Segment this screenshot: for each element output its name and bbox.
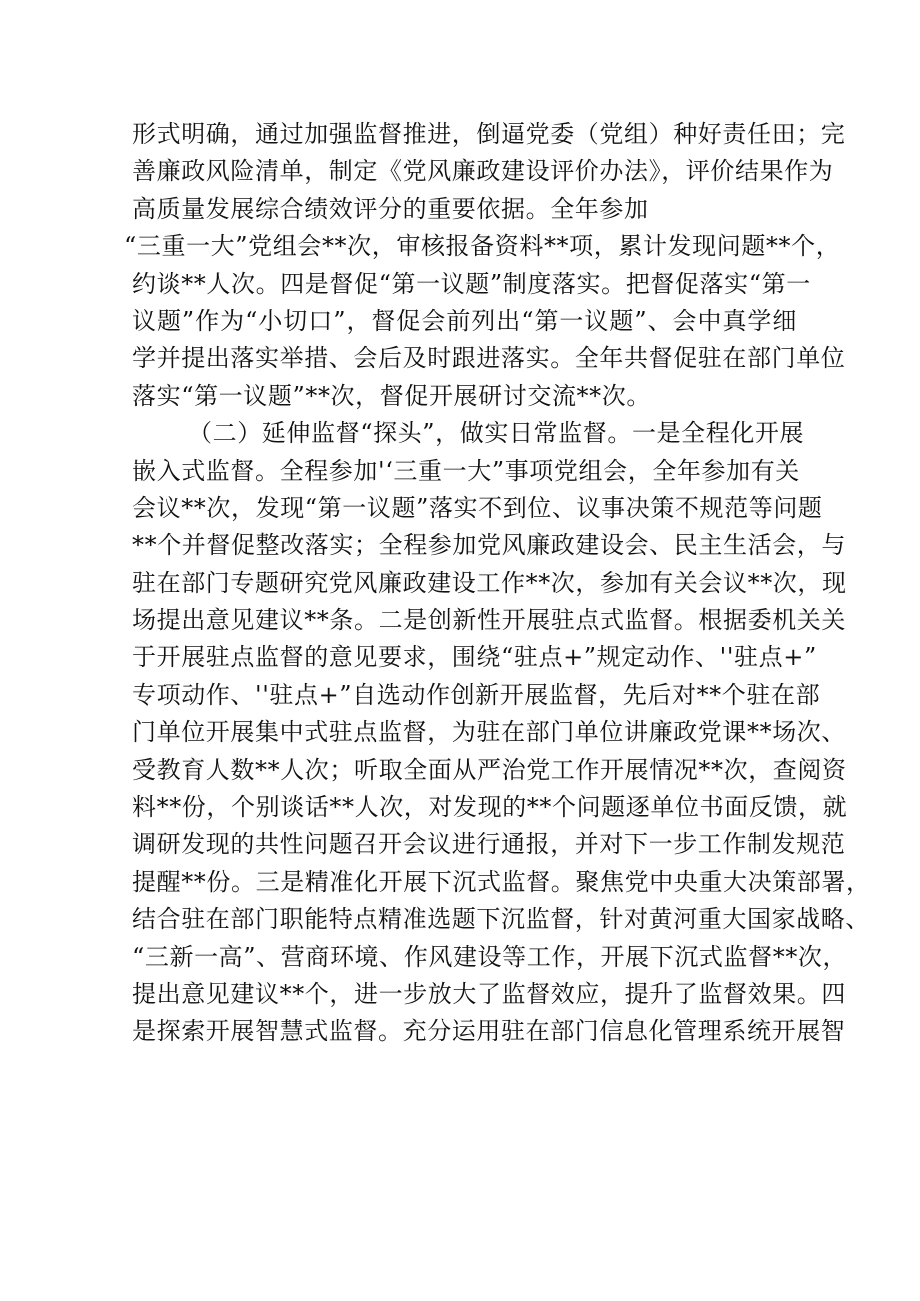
text-line: 专项动作、''驻点+”自选动作创新开展监督，先后对**个驻在部 bbox=[132, 680, 821, 709]
text-line: **个并督促整改落实；全程参加党风廉政建设会、民主生活会，与 bbox=[132, 531, 846, 560]
text-line: 高质量发展综合绩效评分的重要依据。全年参加 bbox=[132, 194, 649, 223]
text-line: 料**份，个别谈话**人次，对发现的**个问题逐单位书面反馈，就 bbox=[132, 793, 848, 822]
text-line: 落实“第一议题”**次，督促开展研讨交流**次。 bbox=[132, 381, 651, 410]
text-line: 学并提出落实举措、会后及时跟进落实。全年共督促驻在部门单位 bbox=[132, 344, 846, 373]
text-line: 约谈**人次。四是督促“第一议题”制度落实。把督促落实“第一 bbox=[132, 269, 811, 298]
section-heading-line: （二）延伸监督“探头”，做实日常监督。一是全程化开展 bbox=[188, 419, 805, 448]
text-line: 善廉政风险清单，制定《党风廉政建设评价办法》，评价结果作为 bbox=[132, 157, 834, 186]
text-line: “三新一高”、营商环境、作风建设等工作，开展下沉式监督**次， bbox=[132, 942, 848, 971]
text-line: 是探索开展智慧式监督。充分运用驻在部门信息化管理系统开展智 bbox=[132, 1017, 846, 1046]
text-line: “三重一大”党组会**次，审核报备资料**项，累计发现问题**个， bbox=[124, 232, 841, 261]
text-line: 门单位开展集中式驻点监督，为驻在部门单位讲廉政党课**场次、 bbox=[132, 718, 846, 747]
text-line: 驻在部门专题研究党风廉政建设工作**次，参加有关会议**次，现 bbox=[132, 568, 847, 597]
text-line: 议题”作为“小切口”，督促会前列出“第一议题”、会中真学细 bbox=[132, 306, 797, 335]
text-line: 受教育人数**人次；听取全面从严治党工作开展情况**次，查阅资 bbox=[132, 755, 847, 784]
text-line: 形式明确，通过加强监督推进，倒逼党委（党组）种好责任田；完 bbox=[132, 120, 846, 148]
body-text bbox=[124, 116, 871, 1051]
text-line: 场提出意见建议**条。二是创新性开展驻点式监督。根据委机关关 bbox=[132, 606, 846, 635]
text-line: 结合驻在部门职能特点精准选题下沉监督，针对黄河重大国家战略、 bbox=[132, 905, 870, 934]
text-line: 嵌入式监督。全程参加'‘三重一大”事项党组会，全年参加有关 bbox=[132, 456, 800, 485]
text-line: 会议**次，发现“第一议题”落实不到位、议事决策不规范等问题 bbox=[132, 493, 823, 522]
text-line: 于开展驻点监督的意见要求，围绕“驻点+”规定动作、''驻点+” bbox=[132, 643, 817, 672]
text-line: 调研发现的共性问题召开会议进行通报，并对下一步工作制发规范 bbox=[132, 830, 846, 859]
text-line: 提醒**份。三是精准化开展下沉式监督。聚焦党中央重大决策部署， bbox=[132, 867, 871, 896]
text-line: 提出意见建议**个，进一步放大了监督效应，提升了监督效果。四 bbox=[132, 979, 846, 1008]
